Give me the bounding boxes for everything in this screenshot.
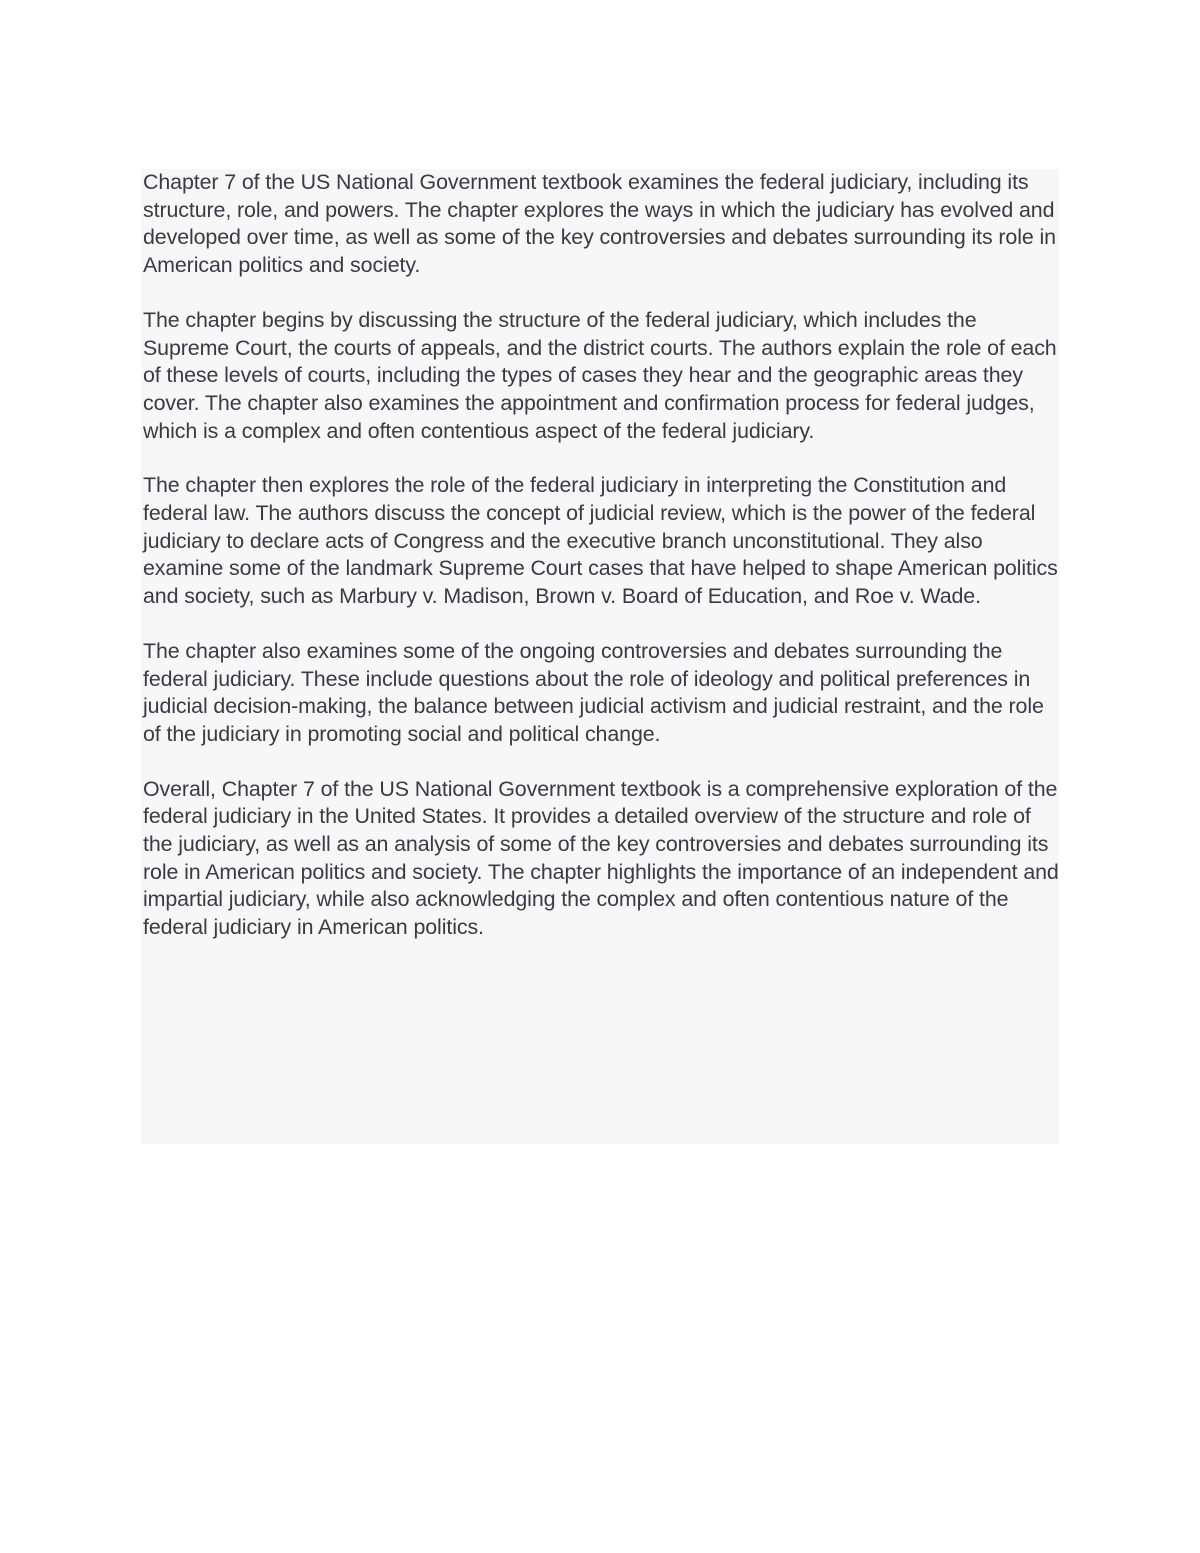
paragraph-4: The chapter also examines some of the ongoing controversies and debates surrounding the federal judiciary. These include questions about the role of ideology and political preferences in judicial decision-making, the balance between judicial activism and judicial restraint, and the role of the judiciary in promoting social and political change.	[143, 638, 1044, 746]
text-block	[141, 169, 1059, 1144]
paragraph-2: The chapter begins by discussing the structure of the federal judiciary, which includes the Supreme Court, the courts of appeals, and the district courts. The authors explain the role of each of these levels of courts, including the types of cases they hear and the geographic areas they cover. The chapter also examines the appointment and confirmation process for federal judges, which is a complex and often contentious aspect of the federal judiciary.	[143, 307, 1057, 443]
paragraph-3: The chapter then explores the role of the federal judiciary in interpreting the Constitution and federal law. The authors discuss the concept of judicial review, which is the power of the federal judiciary to declare acts of Congress and the executive branch unconstitutional. They also examine some of the landmark Supreme Court cases that have helped to shape American politics and society, such as Marbury v. Madison, Brown v. Board of Education, and Roe v. Wade.	[143, 473, 1058, 609]
paragraph-5: Overall, Chapter 7 of the US National Government textbook is a comprehensive exploration of the federal judiciary in the United States. It provides a detailed overview of the structure and role of the judiciary, as well as an analysis of some of the key controversies and debates surrounding its role in American politics and society. The chapter highlights the importance of an independent and impartial judiciary, while also acknowledging the complex and often contentious nature of the federal judiciary in American politics.	[143, 776, 1059, 940]
paragraph-1: Chapter 7 of the US National Government textbook examines the federal judiciary, including its structure, role, and powers. The chapter explores the ways in which the judiciary has evolved and developed over time, as well as some of the key controversies and debates surrounding its role in American politics and society.	[143, 170, 1056, 278]
